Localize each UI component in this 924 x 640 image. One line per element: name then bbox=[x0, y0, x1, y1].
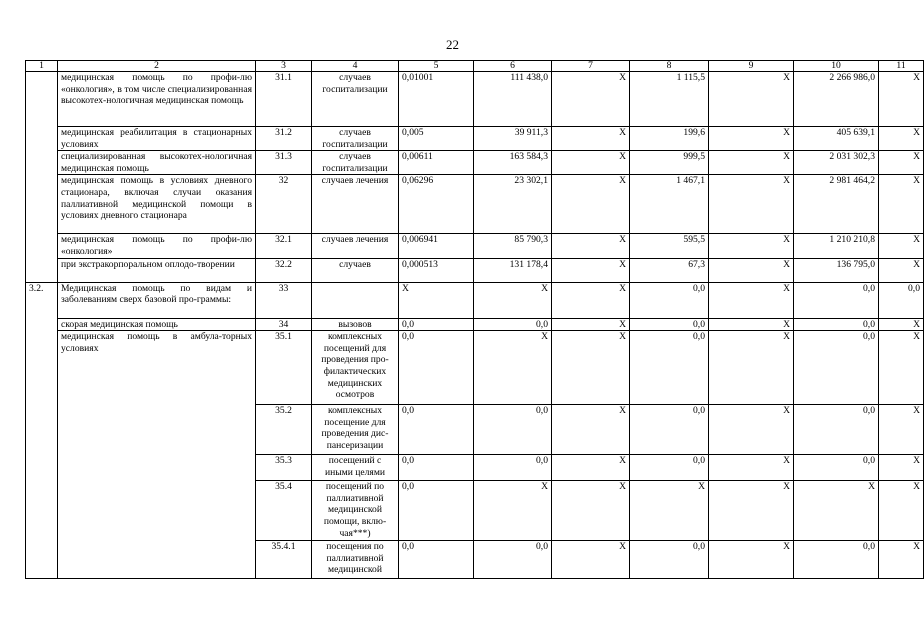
norm-volume-cell: 0,000513 bbox=[399, 258, 474, 282]
column-number: 7 bbox=[552, 61, 630, 72]
col11-cell: X bbox=[879, 175, 924, 234]
description-cell: при экстракорпоральном оплодо-творении bbox=[58, 258, 256, 282]
norm-cost-cell: X bbox=[474, 282, 552, 318]
line-code-cell: 31.3 bbox=[256, 151, 312, 175]
norm-volume-cell: X bbox=[399, 282, 474, 318]
line-code-cell: 35.1 bbox=[256, 331, 312, 405]
col11-cell: X bbox=[879, 481, 924, 541]
norm-volume-cell: 0,006941 bbox=[399, 234, 474, 258]
col10-cell: 0,0 bbox=[794, 541, 879, 579]
col10-cell: 0,0 bbox=[794, 455, 879, 481]
table-row bbox=[26, 72, 924, 127]
col11-cell: X bbox=[879, 127, 924, 151]
col7-cell: X bbox=[552, 541, 630, 579]
norm-volume-cell: 0,01001 bbox=[399, 72, 474, 127]
col9-cell: X bbox=[709, 541, 794, 579]
data-table bbox=[25, 60, 924, 579]
column-number: 4 bbox=[312, 61, 399, 72]
unit-cell bbox=[312, 282, 399, 318]
col10-cell: X bbox=[794, 481, 879, 541]
col9-cell: X bbox=[709, 455, 794, 481]
norm-cost-cell: 0,0 bbox=[474, 541, 552, 579]
line-code-cell: 32.2 bbox=[256, 258, 312, 282]
col7-cell: X bbox=[552, 282, 630, 318]
norm-cost-cell: 163 584,3 bbox=[474, 151, 552, 175]
col8-cell: 1 467,1 bbox=[630, 175, 709, 234]
unit-cell: случаев госпитализации bbox=[312, 72, 399, 127]
norm-volume-cell: 0,00611 bbox=[399, 151, 474, 175]
col9-cell: X bbox=[709, 318, 794, 331]
description-cell: специализированная высокотех-нологичная медицинская помощь bbox=[58, 151, 256, 175]
line-code-cell: 31.2 bbox=[256, 127, 312, 151]
col10-cell: 0,0 bbox=[794, 318, 879, 331]
col8-cell: 0,0 bbox=[630, 405, 709, 455]
unit-cell: комплексных посещений для проведения про-филактических медицинских осмотров bbox=[312, 331, 399, 405]
section-number-cell bbox=[26, 72, 58, 283]
line-code-cell: 32 bbox=[256, 175, 312, 234]
description-cell: медицинская помощь по профи-лю «онкология» bbox=[58, 234, 256, 258]
table-row bbox=[26, 127, 924, 151]
norm-volume-cell: 0,0 bbox=[399, 541, 474, 579]
col10-cell: 2 981 464,2 bbox=[794, 175, 879, 234]
col9-cell: X bbox=[709, 127, 794, 151]
col8-cell: 199,6 bbox=[630, 127, 709, 151]
col8-cell: 0,0 bbox=[630, 541, 709, 579]
col10-cell: 136 795,0 bbox=[794, 258, 879, 282]
col8-cell: 0,0 bbox=[630, 318, 709, 331]
col10-cell: 0,0 bbox=[794, 405, 879, 455]
norm-cost-cell: 0,0 bbox=[474, 318, 552, 331]
col8-cell: X bbox=[630, 481, 709, 541]
col8-cell: 999,5 bbox=[630, 151, 709, 175]
col10-cell: 1 210 210,8 bbox=[794, 234, 879, 258]
table-row bbox=[26, 151, 924, 175]
section-number-cell: 3.2. bbox=[26, 282, 58, 579]
line-code-cell: 35.3 bbox=[256, 455, 312, 481]
col11-cell: X bbox=[879, 72, 924, 127]
norm-volume-cell: 0,0 bbox=[399, 455, 474, 481]
col7-cell: X bbox=[552, 318, 630, 331]
table-row bbox=[26, 282, 924, 318]
col11-cell: X bbox=[879, 234, 924, 258]
col8-cell: 0,0 bbox=[630, 282, 709, 318]
col7-cell: X bbox=[552, 258, 630, 282]
col8-cell: 0,0 bbox=[630, 455, 709, 481]
col7-cell: X bbox=[552, 151, 630, 175]
norm-cost-cell: 85 790,3 bbox=[474, 234, 552, 258]
table-row bbox=[26, 234, 924, 258]
col9-cell: X bbox=[709, 72, 794, 127]
unit-cell: случаев госпитализации bbox=[312, 151, 399, 175]
col7-cell: X bbox=[552, 234, 630, 258]
column-number: 9 bbox=[709, 61, 794, 72]
col11-cell: X bbox=[879, 258, 924, 282]
unit-cell: посещения по паллиативной медицинской bbox=[312, 541, 399, 579]
page-number: 22 bbox=[446, 37, 459, 52]
norm-cost-cell: 23 302,1 bbox=[474, 175, 552, 234]
col11-cell: X bbox=[879, 541, 924, 579]
column-number: 10 bbox=[794, 61, 879, 72]
col7-cell: X bbox=[552, 175, 630, 234]
description-cell: медицинская помощь по профи-лю «онкология», в том числе специализированная высокотех-нологичная медицинская помощь bbox=[58, 72, 256, 127]
col9-cell: X bbox=[709, 481, 794, 541]
description-cell: скорая медицинская помощь bbox=[58, 318, 256, 331]
description-cell: медицинская помощь в амбула-торных условиях bbox=[58, 331, 256, 579]
norm-volume-cell: 0,005 bbox=[399, 127, 474, 151]
norm-cost-cell: X bbox=[474, 481, 552, 541]
unit-cell: случаев госпитализации bbox=[312, 127, 399, 151]
norm-volume-cell: 0,0 bbox=[399, 481, 474, 541]
unit-cell: вызовов bbox=[312, 318, 399, 331]
col10-cell: 2 266 986,0 bbox=[794, 72, 879, 127]
norm-volume-cell: 0,0 bbox=[399, 405, 474, 455]
norm-cost-cell: 0,0 bbox=[474, 405, 552, 455]
table-row bbox=[26, 175, 924, 234]
col9-cell: X bbox=[709, 282, 794, 318]
description-cell: медицинская помощь в условиях дневного стационара, включая случаи оказания паллиативной медицинской помощи в условиях дневного стационара bbox=[58, 175, 256, 234]
line-code-cell: 31.1 bbox=[256, 72, 312, 127]
col7-cell: X bbox=[552, 331, 630, 405]
line-code-cell: 32.1 bbox=[256, 234, 312, 258]
norm-volume-cell: 0,0 bbox=[399, 331, 474, 405]
unit-cell: случаев лечения bbox=[312, 234, 399, 258]
col10-cell: 0,0 bbox=[794, 282, 879, 318]
col9-cell: X bbox=[709, 405, 794, 455]
column-number: 8 bbox=[630, 61, 709, 72]
line-code-cell: 35.2 bbox=[256, 405, 312, 455]
col7-cell: X bbox=[552, 455, 630, 481]
unit-cell: комплексных посещение для проведения дис-пансеризации bbox=[312, 405, 399, 455]
description-cell: Медицинская помощь по видам и заболеваниям сверх базовой про-граммы: bbox=[58, 282, 256, 318]
unit-cell: случаев bbox=[312, 258, 399, 282]
line-code-cell: 35.4.1 bbox=[256, 541, 312, 579]
table-row bbox=[26, 258, 924, 282]
col10-cell: 2 031 302,3 bbox=[794, 151, 879, 175]
col11-cell: X bbox=[879, 455, 924, 481]
col11-cell: X bbox=[879, 151, 924, 175]
norm-cost-cell: 111 438,0 bbox=[474, 72, 552, 127]
col8-cell: 1 115,5 bbox=[630, 72, 709, 127]
unit-cell: случаев лечения bbox=[312, 175, 399, 234]
column-number: 6 bbox=[474, 61, 552, 72]
column-number: 2 bbox=[58, 61, 256, 72]
col9-cell: X bbox=[709, 175, 794, 234]
col8-cell: 595,5 bbox=[630, 234, 709, 258]
col10-cell: 405 639,1 bbox=[794, 127, 879, 151]
col11-cell: 0,0 bbox=[879, 282, 924, 318]
col9-cell: X bbox=[709, 258, 794, 282]
norm-cost-cell: 0,0 bbox=[474, 455, 552, 481]
col9-cell: X bbox=[709, 234, 794, 258]
column-number: 11 bbox=[879, 61, 924, 72]
line-code-cell: 34 bbox=[256, 318, 312, 331]
norm-volume-cell: 0,0 bbox=[399, 318, 474, 331]
table-row bbox=[26, 331, 924, 405]
unit-cell: посещений с иными целями bbox=[312, 455, 399, 481]
norm-cost-cell: 39 911,3 bbox=[474, 127, 552, 151]
description-cell: медицинская реабилитация в стационарных условиях bbox=[58, 127, 256, 151]
col11-cell: X bbox=[879, 405, 924, 455]
col7-cell: X bbox=[552, 72, 630, 127]
col9-cell: X bbox=[709, 331, 794, 405]
line-code-cell: 35.4 bbox=[256, 481, 312, 541]
table-row bbox=[26, 318, 924, 331]
col8-cell: 0,0 bbox=[630, 331, 709, 405]
col11-cell: X bbox=[879, 331, 924, 405]
line-code-cell: 33 bbox=[256, 282, 312, 318]
column-number: 1 bbox=[26, 61, 58, 72]
col11-cell: X bbox=[879, 318, 924, 331]
column-number-row bbox=[26, 61, 924, 72]
column-number: 5 bbox=[399, 61, 474, 72]
col10-cell: 0,0 bbox=[794, 331, 879, 405]
col7-cell: X bbox=[552, 405, 630, 455]
norm-cost-cell: X bbox=[474, 331, 552, 405]
col7-cell: X bbox=[552, 481, 630, 541]
col8-cell: 67,3 bbox=[630, 258, 709, 282]
col9-cell: X bbox=[709, 151, 794, 175]
column-number: 3 bbox=[256, 61, 312, 72]
norm-cost-cell: 131 178,4 bbox=[474, 258, 552, 282]
col7-cell: X bbox=[552, 127, 630, 151]
unit-cell: посещений по паллиативной медицинской помощи, вклю-чая***) bbox=[312, 481, 399, 541]
norm-volume-cell: 0,06296 bbox=[399, 175, 474, 234]
